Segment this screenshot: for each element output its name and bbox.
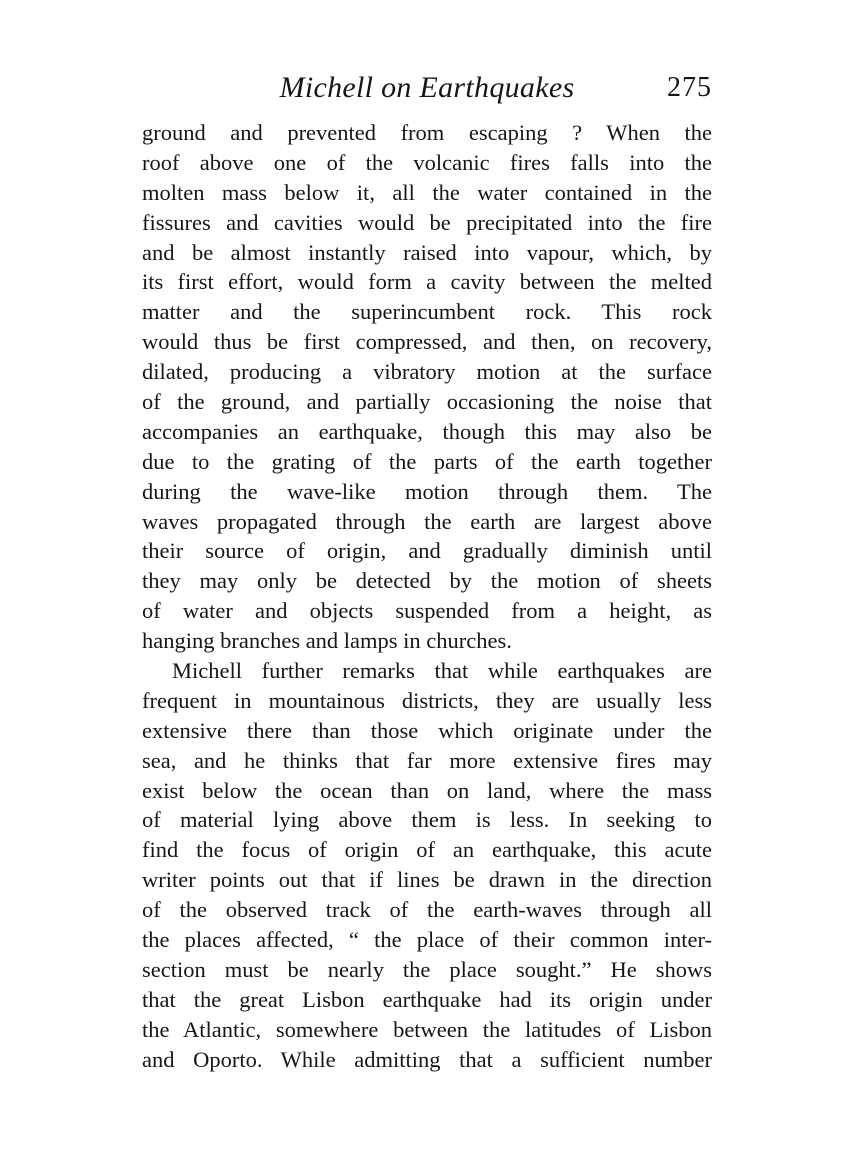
text-line: Michell further remarks that while earthquakes are [172,658,712,684]
running-head [142,68,712,108]
text-line: writer points out that if lines be drawn in the direction [142,867,712,893]
text-line: would thus be first compressed, and then, on recovery, [142,329,712,355]
text-line: ground and prevented from escaping ? When the [142,120,712,145]
text-line: waves propagated through the earth are largest above [142,508,712,534]
text-line: roof above one of the volcanic fires falls into the [142,149,712,175]
text-line: sea, and he thinks that far more extensive fires may [142,747,712,773]
text-line: and be almost instantly raised into vapour, which, by [142,239,712,265]
text-line: and Oporto. While admitting that a sufficient number [142,1046,712,1072]
text-line: accompanies an earthquake, though this may also be [142,418,712,444]
text-line: that the great Lisbon earthquake had its origin under [142,986,712,1012]
text-line: of the observed track of the earth-waves through all [142,897,712,923]
text-line: frequent in mountainous districts, they are usually less [142,687,712,713]
text-line: the places affected, “ the place of their common inter- [142,927,712,953]
text-line: dilated, producing a vibratory motion at the surface [142,359,712,385]
text-line: the Atlantic, somewhere between the latitudes of Lisbon [142,1016,712,1042]
text-line: of the ground, and partially occasioning the noise that [142,389,712,415]
text-line: they may only be detected by the motion of sheets [142,568,712,594]
text-line: molten mass below it, all the water contained in the [142,179,712,205]
text-line: extensive there than those which originate under the [142,717,712,743]
text-line: exist below the ocean than on land, where the mass [142,777,712,803]
page-number: 275 [667,72,712,103]
text-line: due to the grating of the parts of the earth together [142,448,712,474]
text-line: hanging branches and lamps in churches. [142,628,512,654]
body-text [142,118,712,1075]
paragraph [142,656,712,1074]
running-title: Michell on Earthquakes [279,71,575,104]
text-line: fissures and cavities would be precipitated into the fire [142,209,712,235]
text-line: section must be nearly the place sought.” He shows [142,956,712,982]
text-line: of water and objects suspended from a height, as [142,598,712,624]
text-line: its first effort, would form a cavity between the melted [142,269,712,295]
text-line: matter and the superincumbent rock. This rock [142,299,712,325]
text-line: find the focus of origin of an earthquake, this acute [142,837,712,863]
text-line: of material lying above them is less. In seeking to [142,807,712,833]
text-line: their source of origin, and gradually diminish until [142,538,712,564]
paragraph [142,118,712,656]
text-line: during the wave-like motion through them. The [142,478,712,504]
